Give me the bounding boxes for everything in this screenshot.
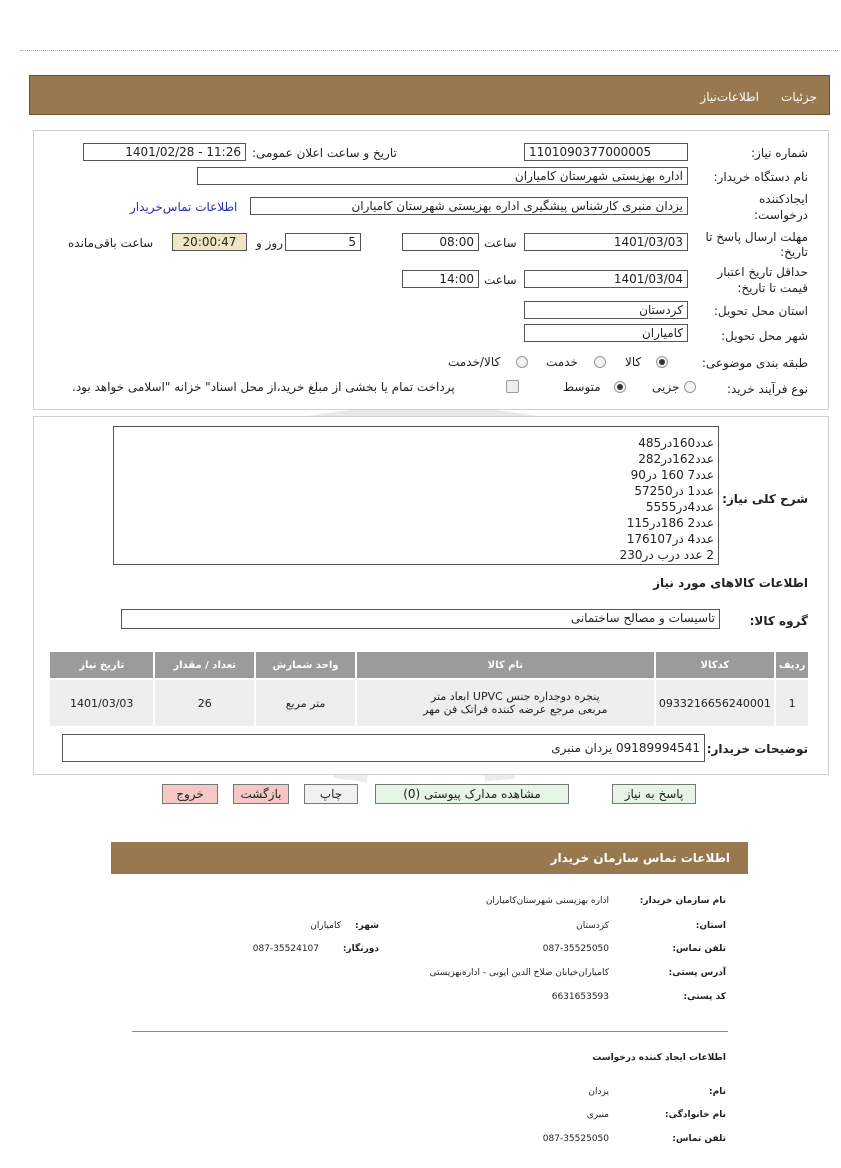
need-number-label: شماره نیاز: xyxy=(751,146,808,160)
cell-quantity: 26 xyxy=(154,679,254,727)
description-line: 2 عدد درب در230 xyxy=(619,548,714,562)
deadline-label-1: مهلت ارسال پاسخ تا xyxy=(705,230,808,244)
col-goods-name: نام کالا xyxy=(356,651,654,679)
cell-row: 1 xyxy=(775,679,809,727)
description-line: عدد7 160 در90 xyxy=(630,468,714,482)
goods-section-title: اطلاعات کالاهای مورد نیاز xyxy=(653,576,808,590)
cell-goods-code: 0933216656240001 xyxy=(655,679,776,727)
creator-first-name-value: یزدان xyxy=(588,1087,609,1097)
description-line: عدد4در5555 xyxy=(645,500,714,514)
category-both-label: کالا/خدمت xyxy=(448,355,501,369)
col-unit: واحد شمارش xyxy=(255,651,356,679)
attachments-button[interactable]: مشاهده مدارک پیوستی (0) xyxy=(375,784,569,804)
description-line: عدد4 در176107 xyxy=(626,532,714,546)
creator-info-header: اطلاعات ایجاد کننده درخواست xyxy=(592,1053,726,1063)
validity-time-label: ساعت xyxy=(484,273,517,287)
validity-label-1: حداقل تاریخ اعتبار xyxy=(717,265,808,279)
contact-address-label: آدرس پستی: xyxy=(668,968,726,978)
treasury-note: پرداخت تمام یا بخشی از مبلغ خرید،از محل اسناد" خزانه "اسلامی خواهد بود. xyxy=(72,380,455,394)
tab-need-info[interactable]: اطلاعات‌نیاز xyxy=(700,90,759,104)
category-goods-label: کالا xyxy=(625,355,642,369)
buyer-notes-label: توضیحات خریدار: xyxy=(706,742,808,756)
process-partial-radio[interactable] xyxy=(684,381,696,393)
creator-field: یزدان منبری کارشناس پیشگیری اداره بهزیستی شهرستان کامیاران xyxy=(250,197,688,215)
city-field: کامیاران xyxy=(524,324,688,342)
creator-label-1: ایجادکننده xyxy=(759,192,808,206)
contact-phone-value: 087-35525050 xyxy=(542,944,609,954)
back-button[interactable]: بازگشت xyxy=(233,784,289,804)
province-field: کردستان xyxy=(524,301,688,319)
process-medium-label: متوسط xyxy=(563,380,601,394)
contact-fax-value: 087-35524107 xyxy=(252,944,319,954)
creator-phone-value: 087-35525050 xyxy=(542,1134,609,1144)
top-navigation-bar xyxy=(29,75,830,115)
description-textarea xyxy=(113,426,719,565)
creator-phone-label: تلفن تماس: xyxy=(672,1134,726,1144)
col-row: ردیف xyxy=(775,651,809,679)
description-label: شرح کلی نیاز: xyxy=(722,492,808,506)
deadline-label-2: تاریخ: xyxy=(780,245,808,259)
contact-postal-label: کد پستی: xyxy=(683,992,726,1002)
need-number-field: 1101090377000005 xyxy=(524,143,688,161)
cell-need-date: 1401/03/03 xyxy=(49,679,154,727)
deadline-date-field: 1401/03/03 xyxy=(524,233,688,251)
category-both-radio[interactable] xyxy=(516,356,528,368)
table-row xyxy=(49,679,809,727)
creator-first-name-label: نام: xyxy=(709,1087,726,1097)
goods-group-field: تاسیسات و مصالح ساختمانی xyxy=(121,609,720,629)
validity-date-field: 1401/03/04 xyxy=(524,270,688,288)
remaining-time-field: 20:00:47 xyxy=(172,233,247,251)
announce-label: تاریخ و ساعت اعلان عمومی: xyxy=(252,146,397,160)
description-line: عدد2 186در115 xyxy=(626,516,714,530)
org-name-value: اداره بهزیستی شهرستان‌کامیاران xyxy=(485,896,609,906)
process-partial-label: جزیی xyxy=(652,380,680,394)
buyer-org-label: نام دستگاه خریدار: xyxy=(713,170,808,184)
announce-field: 1401/02/28 - 11:26 xyxy=(83,143,246,161)
goods-table xyxy=(48,650,810,728)
creator-last-name-label: نام خانوادگی: xyxy=(664,1110,726,1120)
description-line: عدد1 در57250 xyxy=(634,484,714,498)
cell-goods-name: پنجره دوجداره جنس UPVC ابعاد متر مربعی مرجع عرضه کننده فراتک فن مهر xyxy=(356,679,654,727)
city-label: شهر محل تحویل: xyxy=(721,329,808,343)
remaining-label: ساعت باقی‌مانده xyxy=(68,236,154,250)
deadline-time-field: 08:00 xyxy=(402,233,479,251)
contact-postal-value: 6631653593 xyxy=(551,992,609,1002)
province-label: استان محل تحویل: xyxy=(713,304,808,318)
category-label: طبقه بندی موضوعی: xyxy=(701,356,808,370)
creator-last-name-value: منبری xyxy=(586,1110,609,1120)
contact-city-label: شهر: xyxy=(355,921,379,931)
description-line: عدد160در485 xyxy=(638,436,714,450)
process-medium-radio[interactable] xyxy=(614,381,626,393)
category-service-radio[interactable] xyxy=(594,356,606,368)
top-divider xyxy=(20,50,838,51)
exit-button[interactable]: خروج xyxy=(162,784,218,804)
creator-label-2: درخواست: xyxy=(754,208,808,222)
days-label: روز و xyxy=(256,236,283,250)
col-quantity: تعداد / مقدار xyxy=(154,651,254,679)
deadline-time-label: ساعت xyxy=(484,236,517,250)
contact-fax-label: دورنگار: xyxy=(342,944,379,954)
org-name-label: نام سازمان خریدار: xyxy=(639,896,726,906)
validity-label-2: قیمت تا تاریخ: xyxy=(737,281,808,295)
goods-table-header xyxy=(49,651,809,679)
tab-details[interactable]: جزئیات xyxy=(781,90,817,104)
contact-section-header xyxy=(111,842,748,874)
print-button[interactable]: چاپ xyxy=(304,784,358,804)
contact-phone-label: تلفن تماس: xyxy=(672,944,726,954)
contact-section-title: اطلاعات تماس سازمان خریدار xyxy=(550,851,730,865)
buyer-org-field: اداره بهزیستی شهرستان کامیاران xyxy=(197,167,688,185)
validity-time-field: 14:00 xyxy=(402,270,479,288)
goods-group-label: گروه کالا: xyxy=(749,614,808,628)
col-need-date: تاریخ نیاز xyxy=(49,651,154,679)
reply-button[interactable]: پاسخ به نیاز xyxy=(612,784,696,804)
contact-province-value: کردستان xyxy=(576,921,609,931)
cell-unit: متر مربع xyxy=(255,679,356,727)
buyer-notes-field: 09189994541 یزدان منبری xyxy=(62,734,705,762)
contact-divider xyxy=(132,1031,728,1032)
col-goods-code: کدکالا xyxy=(655,651,776,679)
process-label: نوع فرآیند خرید: xyxy=(727,382,808,396)
category-service-label: خدمت xyxy=(546,355,578,369)
buyer-contact-link[interactable]: اطلاعات تماس‌خریدار xyxy=(130,200,238,214)
description-line: عدد162در282 xyxy=(638,452,714,466)
contact-city-value: کامیاران xyxy=(310,921,341,931)
days-field: 5 xyxy=(285,233,361,251)
contact-province-label: استان: xyxy=(695,921,726,931)
treasury-checkbox[interactable] xyxy=(506,380,519,393)
category-goods-radio[interactable] xyxy=(656,356,668,368)
contact-address-value: کامیاران‌خیابان صلاح الدین ایوبی - اداره‌بهزیستی xyxy=(429,968,609,978)
